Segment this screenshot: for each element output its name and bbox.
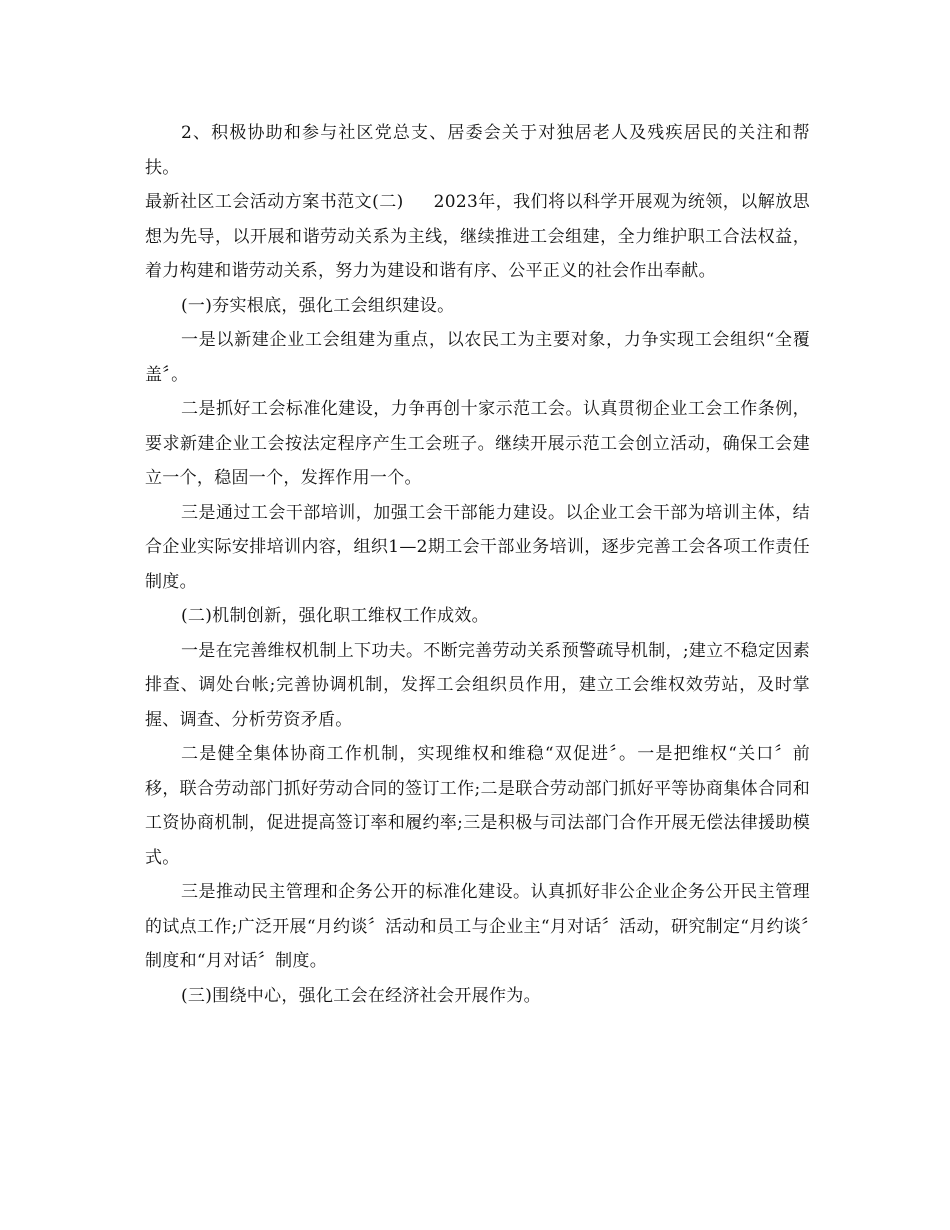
section-heading: 最新社区工会活动方案书范文(二)	[145, 192, 404, 212]
paragraph-subheading-3: (三)围绕中心，强化工会在经济社会开展作为。	[181, 985, 541, 1006]
document-body	[145, 116, 810, 1013]
paragraph-point-2-1: 一是在完善维权机制上下功夫。不断完善劳动关系预警疏导机制，;建立不稳定因素排查、调处台帐;完善协调机制，发挥工会组织员作用，建立工会维权效劳站，及时掌握、调查、分析劳资矛盾。	[145, 640, 810, 730]
paragraph-point-2-3: 三是推动民主管理和企务公开的标准化建设。认真抓好非公企业企务公开民主管理的试点工作;广泛开展“月约谈〞活动和员工与企业主“月对话〞活动，研究制定“月约谈〞制度和“月对话〞制度。	[145, 882, 810, 971]
paragraph-section-two-intro	[145, 185, 810, 289]
paragraph-subheading-1: (一)夯实根底，强化工会组织建设。	[181, 295, 455, 316]
paragraph-point-2-2: 二是健全集体协商工作机制，实现维权和维稳“双促进〞。一是把维权“关口〞前移，联合劳动部门抓好劳动合同的签订工作;二是联合劳动部门抓好平等协商集体合同和工资协商机制，促进提高签订率和履约率;三是积极与司法部门合作开展无偿法律援助模式。	[145, 744, 810, 868]
paragraph-point-1-1: 一是以新建企业工会组建为重点，以农民工为主要对象，力争实现工会组织“全覆盖〞。	[145, 330, 810, 385]
section-intro-text: 2023年，我们将以科学开展观为统领，以解放思想为先导，以开展和谐劳动关系为主线，继续推进工会组建，全力维护职工合法权益，着力构建和谐劳动关系，努力为建设和谐有序、公平正义的社会作出奉献。	[145, 192, 810, 281]
paragraph-care-for-elderly: 2、积极协助和参与社区党总支、居委会关于对独居老人及残疾居民的关注和帮扶。	[145, 123, 810, 178]
paragraph-subheading-2: (二)机制创新，强化职工维权工作成效。	[181, 606, 489, 626]
paragraph-point-1-2: 二是抓好工会标准化建设，力争再创十家示范工会。认真贯彻企业工会工作条例，要求新建企业工会按法定程序产生工会班子。继续开展示范工会创立活动，确保工会建立一个，稳固一个，发挥作用一个。	[145, 399, 810, 488]
paragraph-point-1-3: 三是通过工会干部培训，加强工会干部能力建设。以企业工会干部为培训主体，结合企业实际安排培训内容，组织1—2期工会干部业务培训，逐步完善工会各项工作责任制度。	[145, 502, 810, 592]
